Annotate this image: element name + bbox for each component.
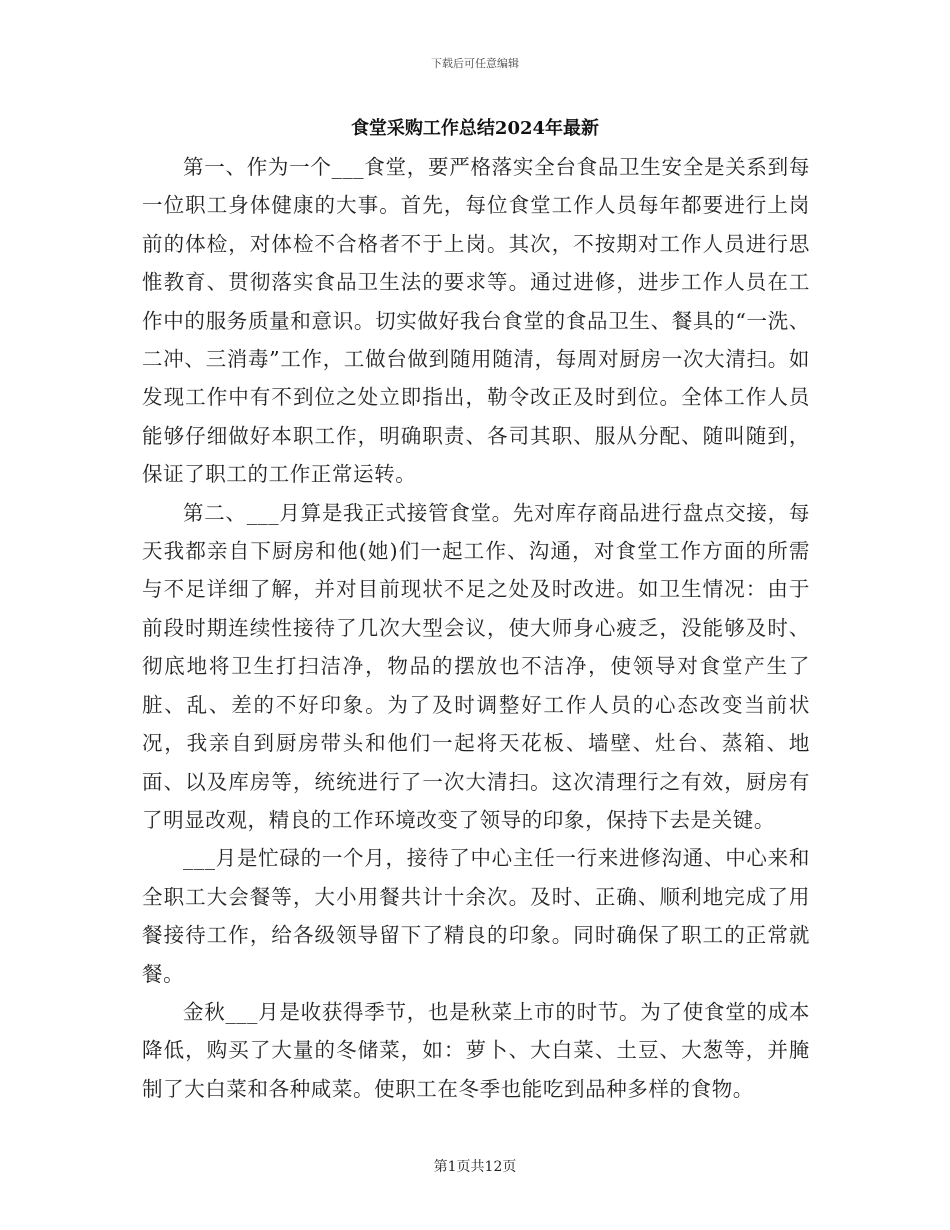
page-header-note: 下载后可任意编辑 <box>431 57 519 70</box>
paragraph-1: 第一、作为一个___食堂，要严格落实全台食品卫生安全是关系到每一位职工身体健康的大事。首先，每位食堂工作人员每年都要进行上岗前的体检，对体检不合格者不于上岗。其次，不按期对工作人员进行思惟教育、贯彻落实食品卫生法的要求等。通过进修，进步工作人员在工作中的服务质量和意识。切实做好我台食堂的食品卫生、餐具的“一洗、二冲、三消毒”工作，工做台做到随用随清，每周对厨房一次大清扫。如发现工作中有不到位之处立即指出，勒令改正及时到位。全体工作人员能够仔细做好本职工作，明确职责、各司其职、服从分配、随叫随到，保证了职工的工作正常运转。 <box>142 155 810 487</box>
paragraph-3: ___月是忙碌的一个月，接待了中心主任一行来进修沟通、中心来和全职工大会餐等，大小用餐共计十余次。及时、正确、顺利地完成了用餐接待工作，给各级领导留下了精良的印象。同时确保了职工的正常就餐。 <box>142 846 810 986</box>
page-number: 第1页共12页 <box>433 1159 517 1175</box>
document-title: 食堂采购工作总结2024年最新 <box>350 118 600 139</box>
paragraph-2: 第二、___月算是我正式接管食堂。先对库存商品进行盘点交接，每天我都亲自下厨房和他(她)们一起工作、沟通，对食堂工作方面的所需与不足详细了解，并对目前现状不足之处及时改进。如卫生情况：由于前段时期连续性接待了几次大型会议，使大师身心疲乏，没能够及时、彻底地将卫生打扫洁净，物品的摆放也不洁净，使领导对食堂产生了脏、乱、差的不好印象。为了及时调整好工作人员的心态改变当前状况，我亲自到厨房带头和他们一起将天花板、墙壁、灶台、蒸箱、地面、以及库房等，统统进行了一次大清扫。这次清理行之有效，厨房有了明显改观，精良的工作环境改变了领导的印象，保持下去是关键。 <box>142 500 810 832</box>
document-body <box>142 148 810 1108</box>
paragraph-4: 金秋___月是收获得季节，也是秋菜上市的时节。为了使食堂的成本降低，购买了大量的冬储菜，如：萝卜、大白菜、土豆、大葱等，并腌制了大白菜和各种咸菜。使职工在冬季也能吃到品种多样的食物。 <box>142 999 810 1101</box>
